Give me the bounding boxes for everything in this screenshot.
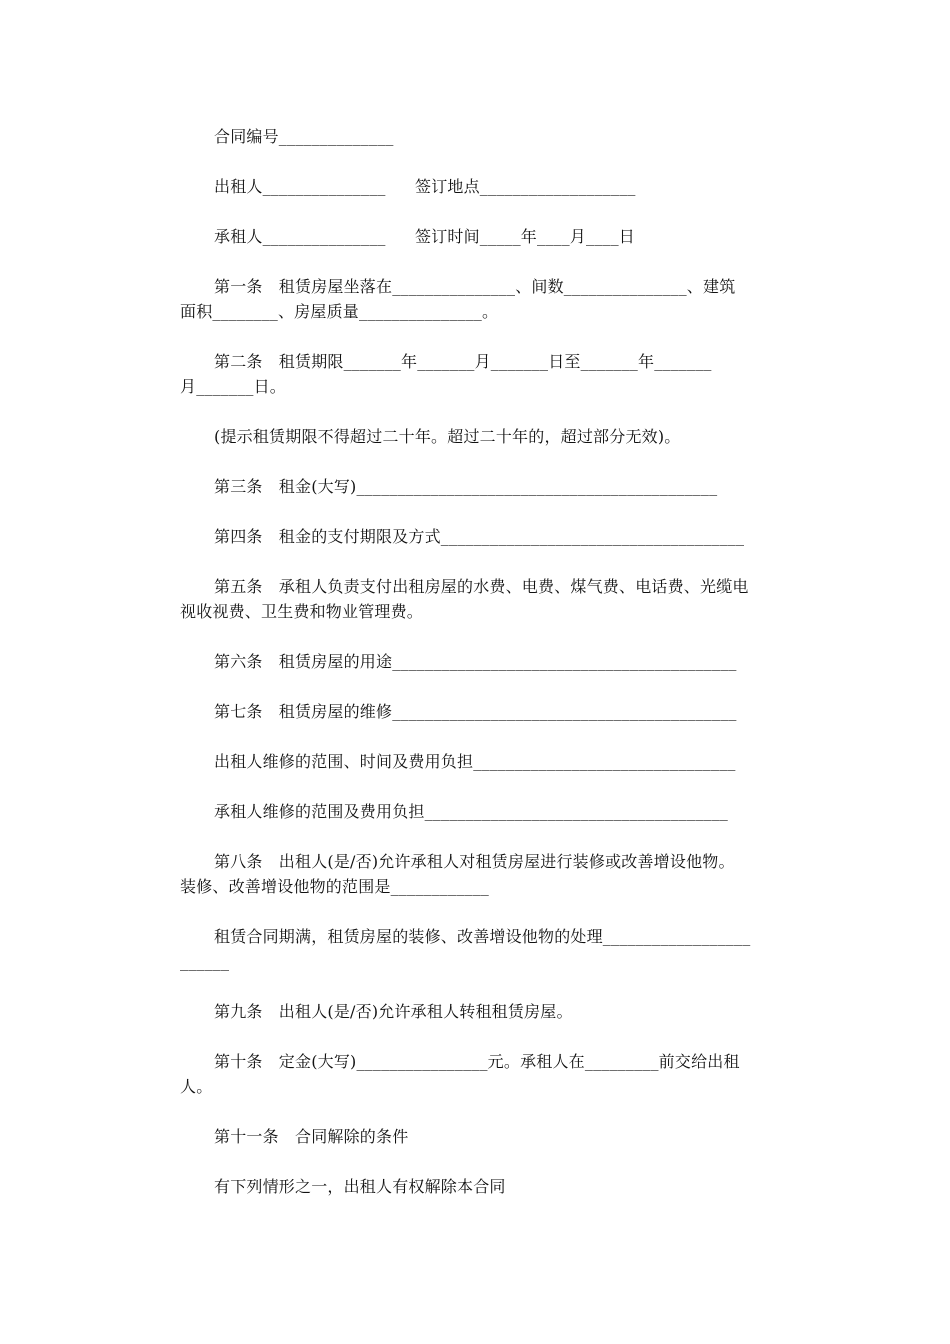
- lessee-repair-line: 承租人维修的范围及费用负担_____________________________________: [214, 802, 729, 821]
- article-1-line-1: 第一条 租赁房屋坐落在_______________、间数_______________、建筑: [214, 277, 736, 296]
- expiry-line-2: ______: [180, 952, 230, 971]
- termination-conditions: 有下列情形之一，出租人有权解除本合同: [214, 1177, 506, 1196]
- article-7-repair: 第七条 租赁房屋的维修__________________________________________: [214, 702, 737, 721]
- article-10-line-1: 第十条 定金(大写)________________元。承租人在_________前交给出租: [214, 1052, 740, 1071]
- article-10-line-2: 人。: [180, 1077, 213, 1096]
- article-11-heading: 第十一条 合同解除的条件: [214, 1127, 409, 1146]
- article-1-line-2: 面积________、房屋质量_______________。: [180, 302, 499, 321]
- expiry-line-1: 租赁合同期满，租赁房屋的装修、改善增设他物的处理__________________: [214, 927, 751, 946]
- article-5-line-1: 第五条 承租人负责支付出租房屋的水费、电费、煤气费、电话费、光缆电: [214, 577, 749, 596]
- lessor-line: 出租人_______________: [214, 177, 386, 196]
- signing-time-line: 签订时间_____年____月____日: [415, 227, 636, 246]
- lessee-line: 承租人_______________: [214, 227, 386, 246]
- lessor-repair-line: 出租人维修的范围、时间及费用负担________________________________: [214, 752, 736, 771]
- article-8-line-2: 装修、改善增设他物的范围是____________: [180, 877, 490, 896]
- article-4-payment: 第四条 租金的支付期限及方式_____________________________________: [214, 527, 745, 546]
- contract-number-line: 合同编号______________: [214, 127, 394, 146]
- article-5-line-2: 视收视费、卫生费和物业管理费。: [180, 602, 424, 621]
- article-2-line-2: 月_______日。: [180, 377, 287, 396]
- article-3-rent: 第三条 租金(大写)____________________________________________: [214, 477, 718, 496]
- term-hint: (提示租赁期限不得超过二十年。超过二十年的，超过部分无效)。: [214, 427, 681, 446]
- article-2-line-1: 第二条 租赁期限_______年_______月_______日至_______年_______: [214, 352, 712, 371]
- article-6-usage: 第六条 租赁房屋的用途__________________________________________: [214, 652, 737, 671]
- article-8-line-1: 第八条 出租人(是/否)允许承租人对租赁房屋进行装修或改善增设他物。: [214, 852, 735, 871]
- signing-place-line: 签订地点___________________: [415, 177, 636, 196]
- article-9-sublease: 第九条 出租人(是/否)允许承租人转租租赁房屋。: [214, 1002, 573, 1021]
